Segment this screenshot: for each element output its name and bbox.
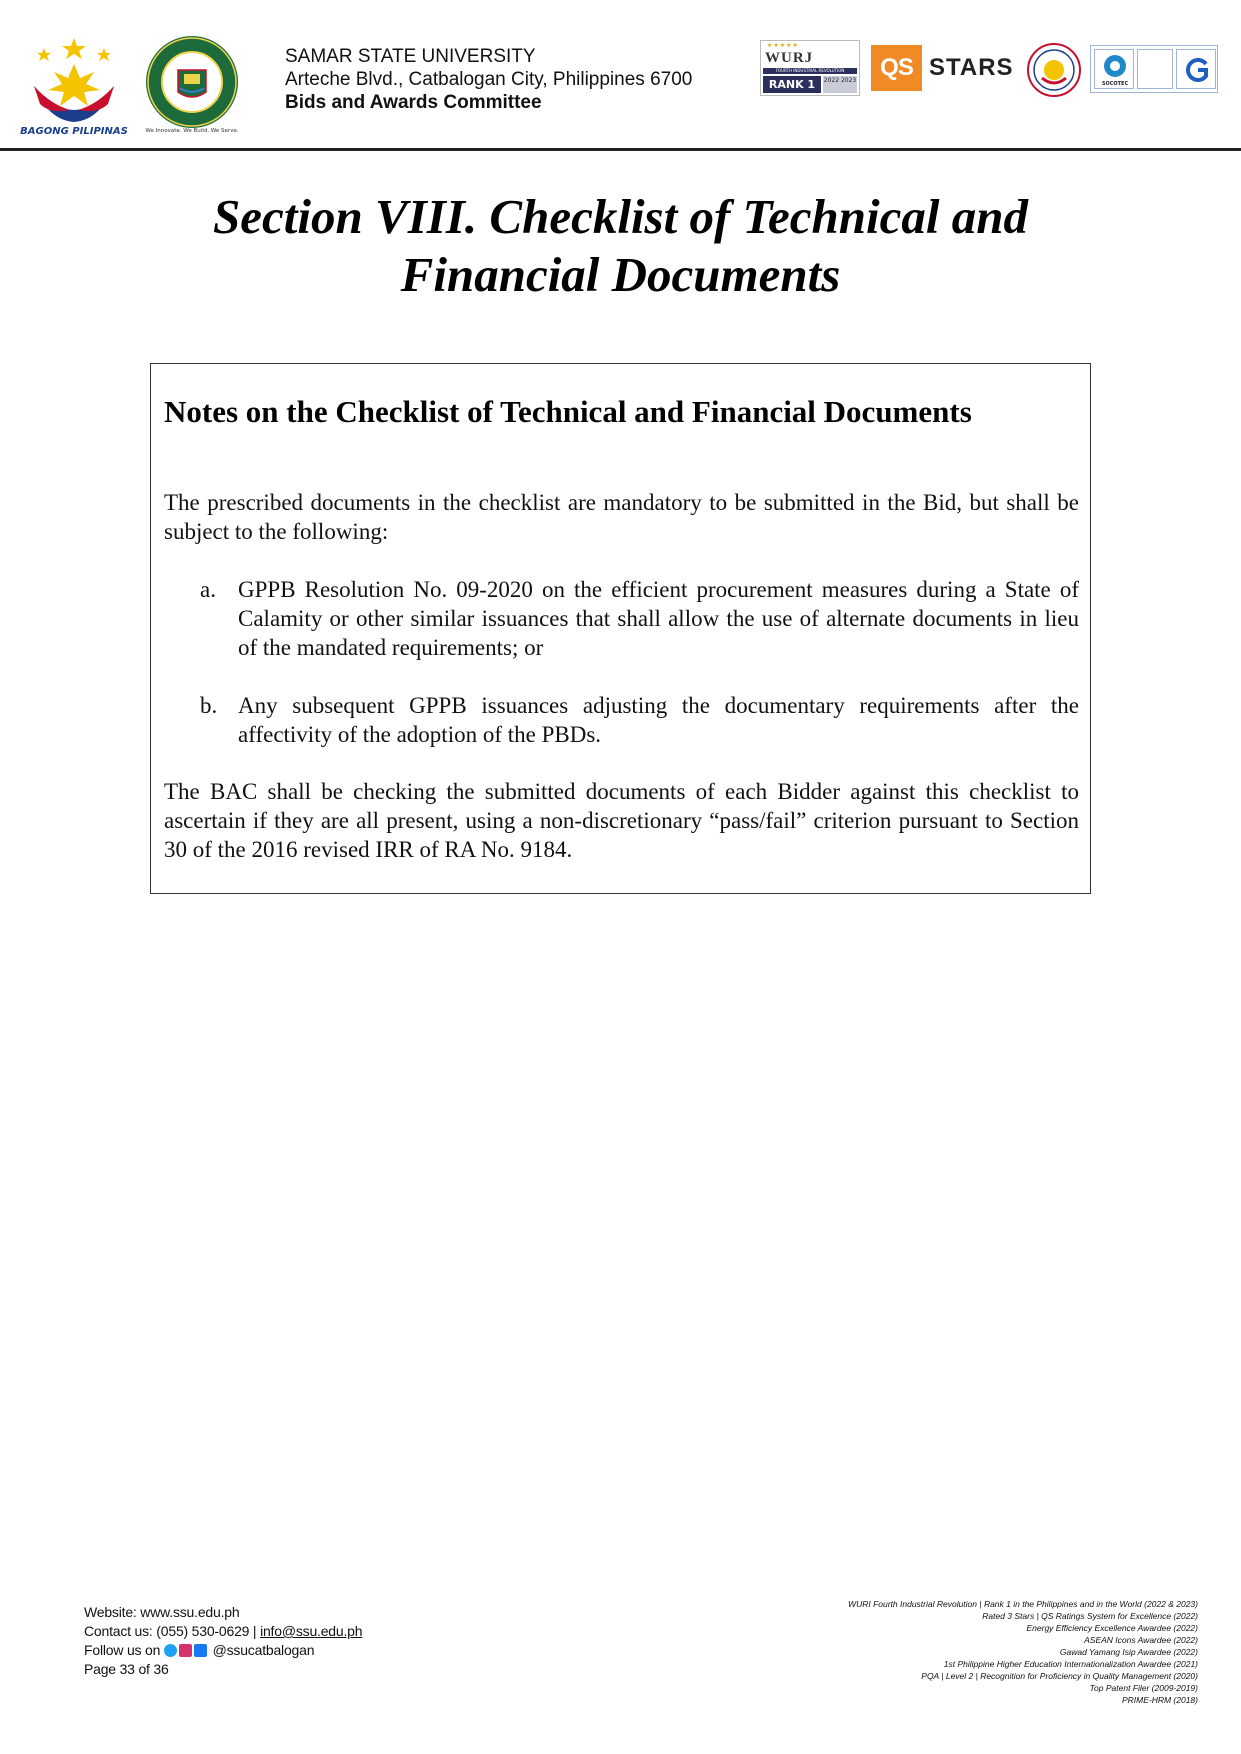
list-item bbox=[200, 575, 1079, 662]
ssu-motto: We Innovate. We Build. We Serve. bbox=[145, 128, 239, 134]
bagong-pilipinas-text: BAGONG PILIPINAS bbox=[20, 126, 128, 137]
instagram-icon[interactable] bbox=[179, 1644, 192, 1657]
award-line: WURI Fourth Industrial Revolution | Rank 1 in the Philippines and in the World (2022 & 2023) bbox=[848, 1599, 1198, 1609]
footer-contact-line bbox=[84, 1622, 362, 1641]
footer-follow-label: Follow us on bbox=[84, 1642, 161, 1658]
wurj-band: FOURTH INDUSTRIAL REVOLUTION bbox=[763, 68, 857, 74]
list-item-text: Any subsequent GPPB issuances adjusting the documentary requirements after the affectivity of the adoption of the PBDs. bbox=[238, 693, 1079, 747]
section-title bbox=[0, 188, 1241, 304]
iso-badge bbox=[1137, 49, 1173, 89]
list-item bbox=[200, 691, 1079, 749]
notes-closing-paragraph: The BAC shall be checking the submitted documents of each Bidder against this checklist to ascertain if they are all present, using a non-discretionary “pass/fail” criterion pursuant to Section 30 of the 2016 revised IRR of RA No. 9184. bbox=[164, 779, 1079, 862]
footer-contact-phone: Contact us: (055) 530-0629 | bbox=[84, 1623, 261, 1639]
institution-address: Arteche Blvd., Catbalogan City, Philippines 6700 bbox=[285, 69, 693, 90]
notes-box bbox=[150, 363, 1091, 894]
committee-name: Bids and Awards Committee bbox=[285, 92, 542, 113]
award-line: Energy Efficiency Excellence Awardee (2022) bbox=[1026, 1623, 1198, 1633]
g-badge bbox=[1176, 49, 1216, 89]
socotec-icon bbox=[1096, 52, 1134, 80]
certification-badges bbox=[1090, 45, 1218, 93]
bagong-pilipinas-logo bbox=[18, 34, 130, 140]
wurj-rank: RANK 1 bbox=[763, 76, 821, 93]
footer-website[interactable]: Website: www.ssu.edu.ph bbox=[84, 1604, 240, 1620]
award-line: Gawad Yamang Isip Awardee (2022) bbox=[1059, 1647, 1198, 1657]
list-item-marker: a. bbox=[200, 577, 216, 602]
facebook-icon[interactable] bbox=[194, 1644, 207, 1657]
page-header bbox=[0, 0, 1241, 152]
award-line: PQA | Level 2 | Recognition for Proficiency in Quality Management (2020) bbox=[921, 1671, 1198, 1681]
footer-page-number: Page 33 of 36 bbox=[84, 1661, 169, 1677]
bagong-pilipinas-emblem-icon bbox=[30, 34, 118, 124]
award-line: Rated 3 Stars | QS Ratings System for Excellence (2022) bbox=[982, 1611, 1198, 1621]
footer-awards bbox=[778, 1598, 1198, 1706]
footer-email-link[interactable]: info@ssu.edu.ph bbox=[260, 1623, 363, 1639]
qs-stars-label: STARS bbox=[929, 54, 1014, 81]
footer-contact bbox=[84, 1603, 362, 1679]
footer-social-handle: @ssucatbalogan bbox=[212, 1642, 315, 1658]
section-title-line-1: Section VIII. Checklist of Technical and bbox=[213, 189, 1028, 244]
award-line: Top Patent Filer (2009-2019) bbox=[1089, 1683, 1198, 1693]
wurj-badge bbox=[760, 40, 860, 96]
header-divider bbox=[0, 148, 1241, 151]
award-seal-icon bbox=[1026, 42, 1082, 98]
socotec-label: SOCOTEC bbox=[1101, 81, 1129, 87]
institution-block bbox=[285, 45, 692, 114]
socotec-badge bbox=[1094, 49, 1134, 89]
award-line: ASEAN Icons Awardee (2022) bbox=[1084, 1635, 1198, 1645]
award-line: PRIME-HRM (2018) bbox=[1121, 1695, 1198, 1705]
list-item-text: GPPB Resolution No. 09-2020 on the efficient procurement measures during a State of Calamity or other similar issuances that shall allow the use of alternate documents in lieu of the mandated requirements; or bbox=[238, 577, 1079, 660]
ssu-seal-logo bbox=[142, 34, 242, 140]
notes-intro-paragraph: The prescribed documents in the checklist are mandatory to be submitted in the Bid, but shall be subject to the following: bbox=[164, 490, 1079, 544]
g-mark-icon bbox=[1182, 56, 1212, 84]
wurj-years: 2022 2023 bbox=[823, 76, 857, 93]
award-line: 1st Philippine Higher Education Internationalization Awardee (2021) bbox=[943, 1659, 1198, 1669]
section-title-line-2: Financial Documents bbox=[400, 247, 841, 302]
ssu-seal-icon bbox=[144, 34, 240, 130]
institution-name: SAMAR STATE UNIVERSITY bbox=[285, 46, 536, 67]
wurj-name: WURJ bbox=[765, 50, 814, 66]
notes-heading: Notes on the Checklist of Technical and Financial Documents bbox=[164, 394, 972, 429]
list-item-marker: b. bbox=[200, 693, 218, 718]
qs-logo: QS bbox=[871, 45, 922, 91]
wurj-stars-icon: ★★★★★ bbox=[767, 43, 799, 49]
twitter-icon[interactable] bbox=[164, 1644, 177, 1657]
footer-social-line bbox=[84, 1641, 362, 1660]
